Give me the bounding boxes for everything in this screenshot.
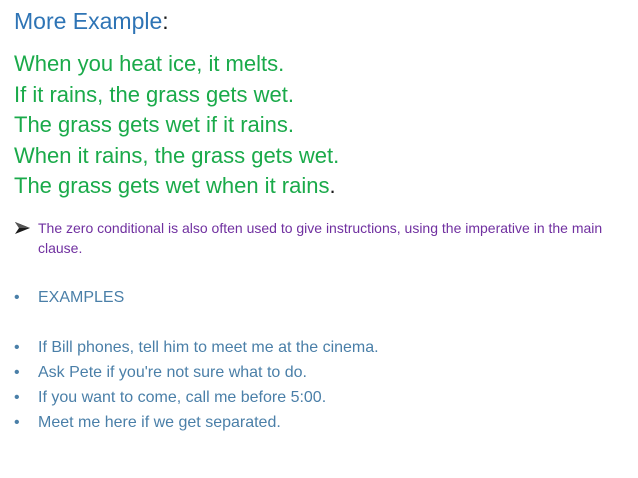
example-sentence: If it rains, the grass gets wet. bbox=[14, 81, 295, 107]
list-item-text: If Bill phones, tell him to meet me at the cinema. bbox=[38, 339, 379, 356]
example-sentences bbox=[14, 49, 339, 202]
example-sentence-period: . bbox=[329, 173, 336, 198]
list-item-text: Meet me here if we get separated. bbox=[38, 414, 281, 431]
slide-title-text: More Example bbox=[14, 8, 163, 34]
example-sentence: When you heat ice, it melts. bbox=[14, 51, 285, 76]
list-item bbox=[14, 388, 326, 408]
instruction-note bbox=[14, 218, 632, 258]
example-sentence-text: The grass gets wet when it rains bbox=[14, 173, 330, 198]
bullet-icon: • bbox=[14, 339, 20, 356]
bullet-icon: • bbox=[14, 389, 20, 406]
example-sentence: When it rains, the grass gets wet. bbox=[14, 142, 340, 168]
examples-heading-row bbox=[14, 288, 124, 308]
slide-title-colon: : bbox=[162, 8, 169, 34]
bullet-icon: • bbox=[14, 414, 20, 431]
list-item bbox=[14, 363, 307, 383]
list-item-text: Ask Pete if you're not sure what to do. bbox=[38, 364, 307, 381]
instruction-note-text: The zero conditional is also often used to give instructions, using the imperative in the main clause. bbox=[38, 220, 603, 256]
example-sentence: The grass gets wet if it rains. bbox=[14, 112, 294, 137]
bullet-icon: • bbox=[14, 289, 20, 306]
slide-title bbox=[14, 6, 169, 36]
example-sentence-last bbox=[14, 171, 339, 202]
list-item-text: If you want to come, call me before 5:00. bbox=[38, 389, 327, 406]
arrow-bullet-icon bbox=[14, 220, 32, 236]
list-item bbox=[14, 413, 281, 433]
bullet-icon: • bbox=[14, 364, 20, 381]
examples-heading: EXAMPLES bbox=[38, 289, 125, 306]
list-item bbox=[14, 338, 379, 358]
